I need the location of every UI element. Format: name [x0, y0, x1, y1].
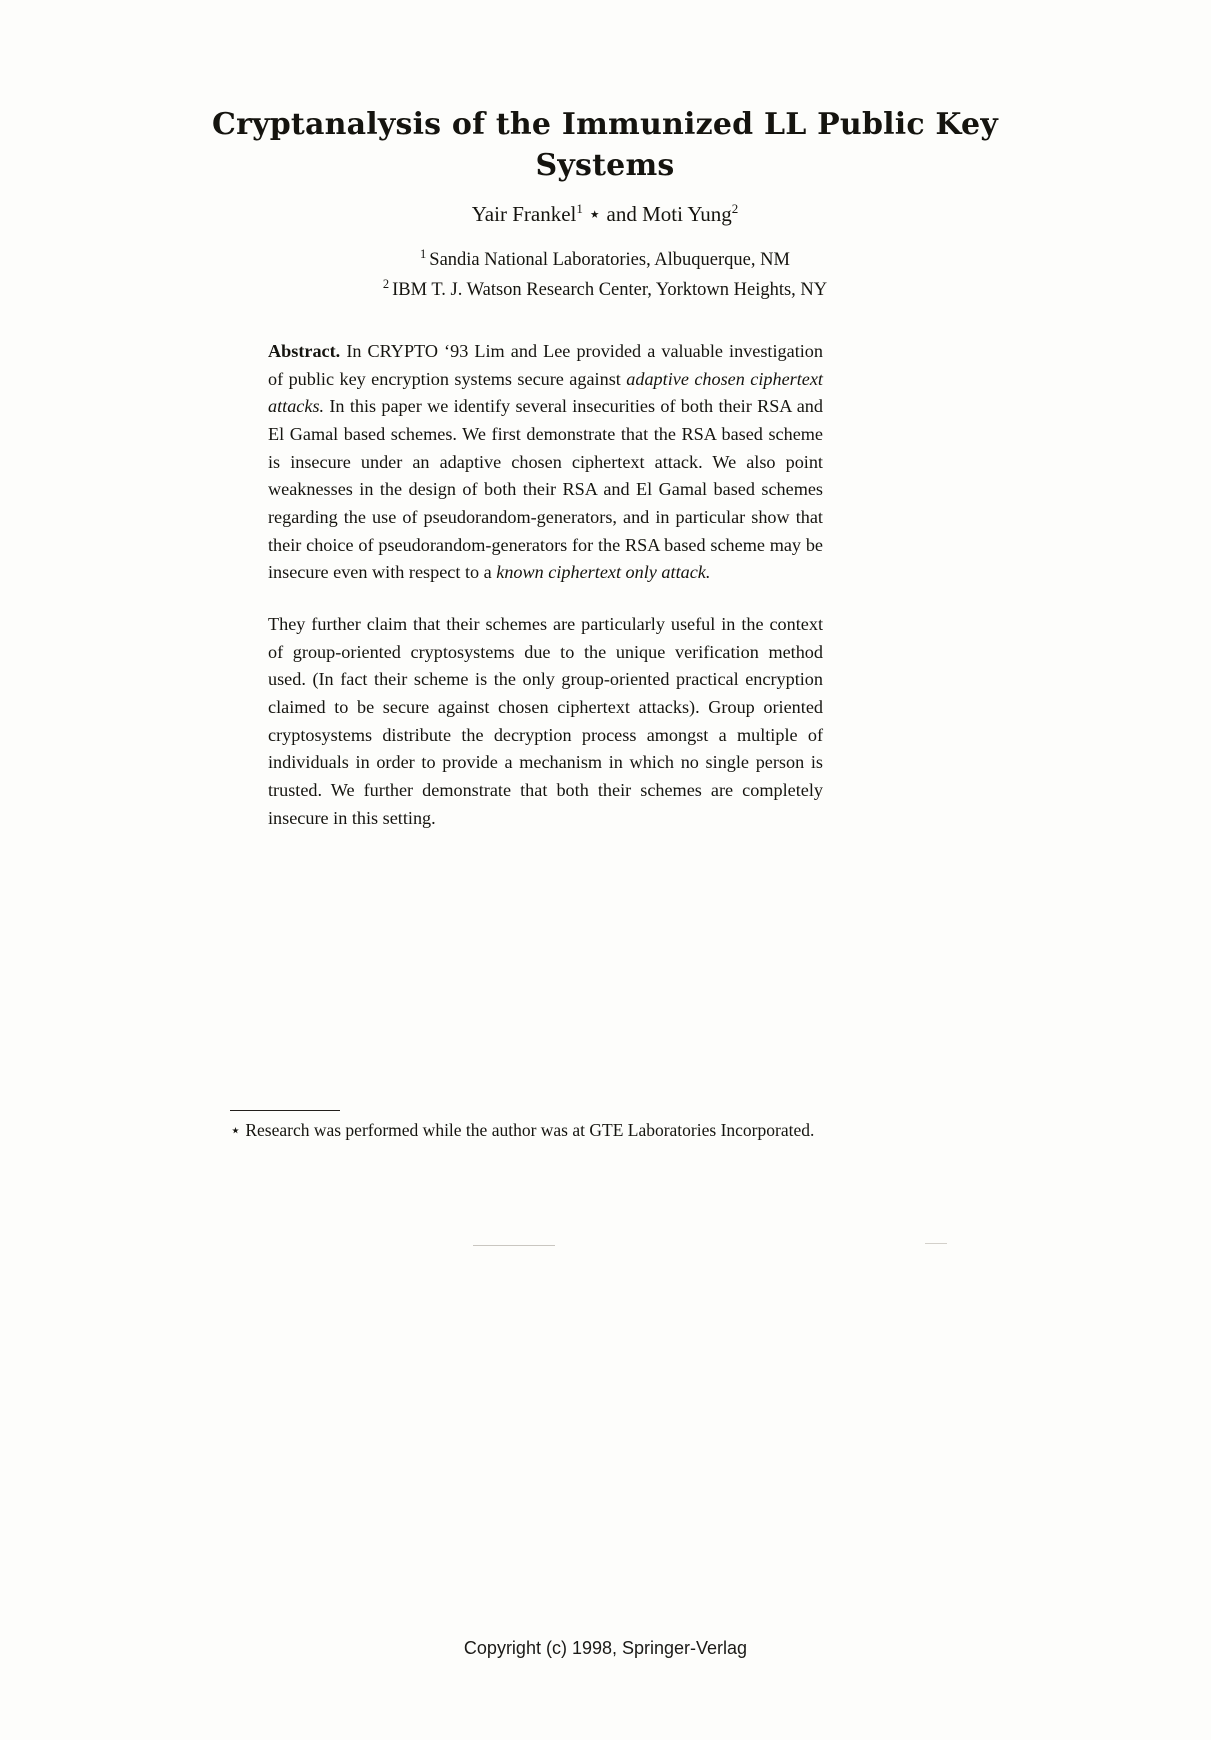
abstract-section	[268, 338, 823, 856]
footnote-divider	[230, 1110, 340, 1111]
abstract-text-1: In CRYPTO ‘93 Lim and Lee provided a valuable investigation of public key encryption systems secure against	[268, 341, 823, 389]
page-title: Cryptanalysis of the Immunized LL Public Key Systems	[212, 107, 998, 184]
abstract-paragraph-2: They further claim that their schemes are particularly useful in the context of group-oriented cryptosystems due to the unique verification method used. (In fact their scheme is the only group-oriented practical encryption claimed to be secure against chosen ciphertext attacks). Group oriented cryptosystems distribute the decryption process amongst a multiple of individuals in order to provide a mechanism in which no single person is trusted. We further demonstrate that both their schemes are completely insecure in this setting.	[268, 613, 823, 828]
abstract-text-2: In this paper we identify several insecurities of both their RSA and El Gamal based schemes. We first demonstrate that the RSA based scheme is insecure under an adaptive chosen ciphertext attack. We also point weaknesses in the design of both their RSA and El Gamal based schemes regarding the use of pseudorandom-generators, and in particular show that their choice of pseudorandom-generators for the RSA based scheme may be insecure even with respect to a	[268, 396, 823, 583]
abstract-italic-1: adaptive chosen ciphertext attacks.	[268, 368, 823, 417]
author-names: Yair Frankel$^1$ ⋆ and Moti Yung$^2$	[471, 201, 739, 226]
author-affiliation-marker-2: 2	[731, 201, 739, 216]
author-affiliation-marker-1: 1	[576, 201, 583, 216]
abstract-paragraph-1	[268, 338, 823, 587]
abstract-italic-2: known ciphertext only attack.	[496, 562, 711, 583]
abstract-label: Abstract.	[268, 341, 341, 361]
affiliation-marker: 1	[420, 247, 427, 261]
affiliation-marker: 2	[382, 276, 390, 291]
affiliation-item	[205, 275, 1005, 305]
author-line	[205, 200, 1005, 229]
page-mark-center	[473, 1245, 555, 1246]
affiliation-list	[205, 245, 1005, 305]
affiliation-item	[205, 245, 1005, 275]
affiliation-text: IBM T. J. Watson Research Center, Yorktown Heights, NY	[392, 279, 828, 300]
page-mark-right	[925, 1243, 947, 1244]
copyright-notice: Copyright (c) 1998, Springer-Verlag	[463, 1638, 748, 1658]
footnote-star-marker: ⋆	[588, 202, 602, 226]
footnote-text: ⋆ Research was performed while the author was at GTE Laboratories Incorporated.	[230, 1120, 815, 1140]
affiliation-text: Sandia National Laboratories, Albuquerque, NM	[429, 250, 790, 271]
